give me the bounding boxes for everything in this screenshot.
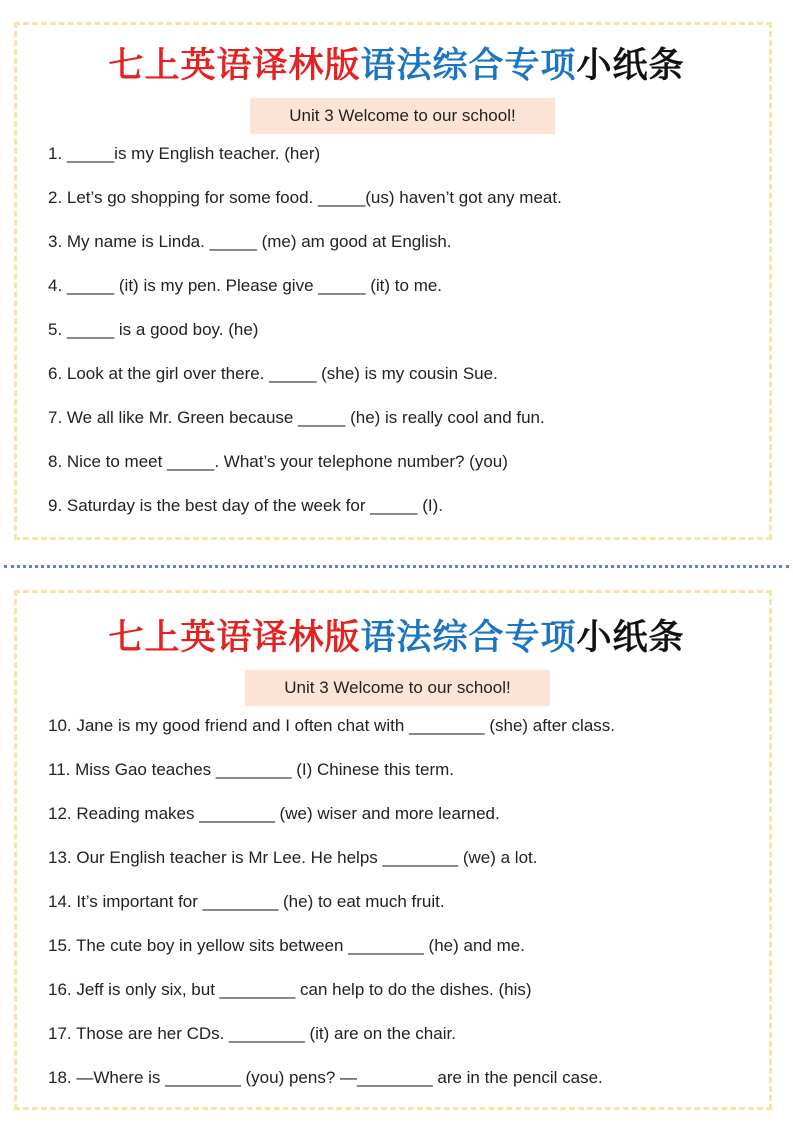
question-item: 1. _____is my English teacher. (her)	[48, 144, 321, 163]
question-item: 10. Jane is my good friend and I often chat with ________ (she) after class.	[48, 716, 616, 735]
question-item: 16. Jeff is only six, but ________ can help to do the dishes. (his)	[48, 980, 532, 999]
question-item: 12. Reading makes ________ (we) wiser and more learned.	[48, 804, 500, 823]
question-item: 13. Our English teacher is Mr Lee. He helps ________ (we) a lot.	[48, 848, 538, 867]
unit-label: Unit 3 Welcome to our school!	[245, 670, 550, 706]
question-item: 2. Let’s go shopping for some food. _____(us) haven’t got any meat.	[48, 188, 562, 207]
question-item: 7. We all like Mr. Green because _____ (he) is really cool and fun.	[48, 408, 545, 427]
question-item: 17. Those are her CDs. ________ (it) are on the chair.	[48, 1024, 456, 1043]
unit-label: Unit 3 Welcome to our school!	[250, 98, 555, 134]
dotted-divider	[4, 565, 789, 568]
question-item: 11. Miss Gao teaches ________ (I) Chinese this term.	[48, 760, 454, 779]
question-item: 15. The cute boy in yellow sits between ________ (he) and me.	[48, 936, 525, 955]
section-title: 七上英语译林版语法综合专项小纸条	[108, 617, 685, 658]
question-item: 4. _____ (it) is my pen. Please give _____ (it) to me.	[48, 276, 443, 295]
question-item: 14. It’s important for ________ (he) to eat much fruit.	[48, 892, 445, 911]
question-item: 5. _____ is a good boy. (he)	[48, 320, 259, 339]
question-item: 9. Saturday is the best day of the week for _____ (I).	[48, 496, 444, 515]
question-item: 6. Look at the girl over there. _____ (she) is my cousin Sue.	[48, 364, 498, 383]
section-title: 七上英语译林版语法综合专项小纸条	[108, 45, 685, 86]
question-item: 18. —Where is ________ (you) pens? —________ are in the pencil case.	[48, 1068, 603, 1087]
question-item: 3. My name is Linda. _____ (me) am good at English.	[48, 232, 452, 251]
question-item: 8. Nice to meet _____. What’s your telephone number? (you)	[48, 452, 508, 471]
